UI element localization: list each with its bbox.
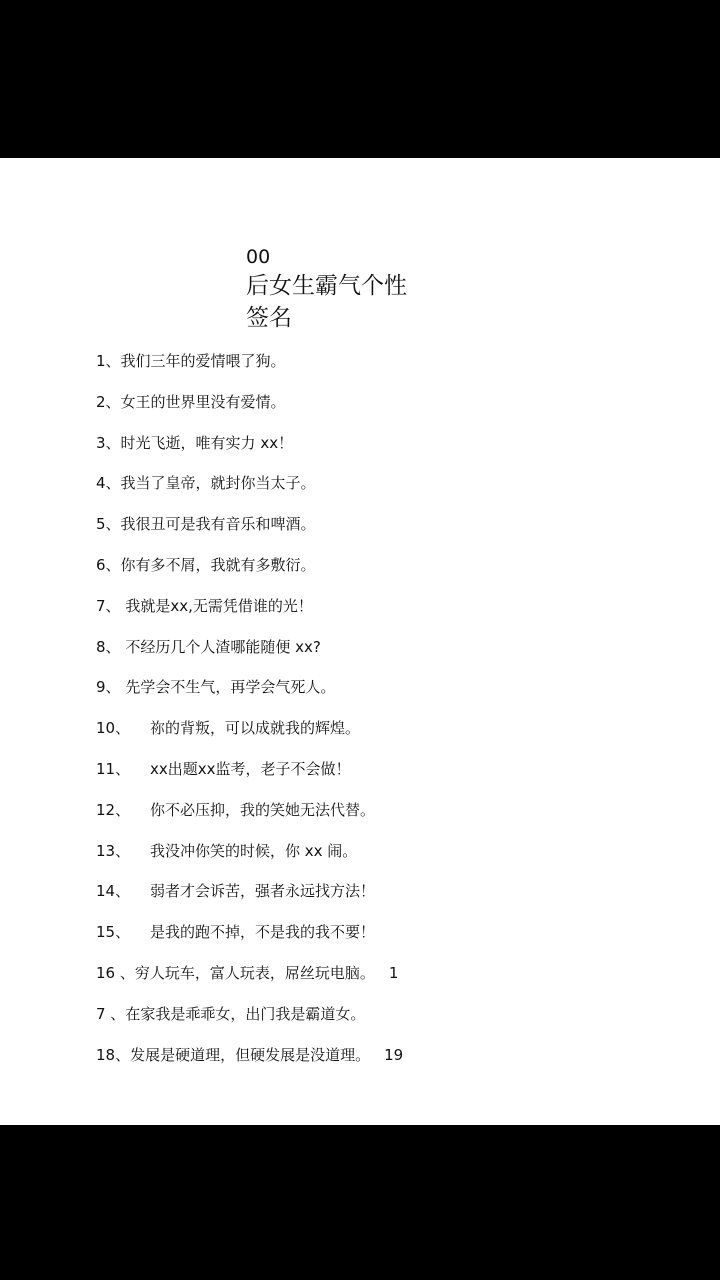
item-number: 1、 (96, 352, 121, 370)
item-number: 12、 (96, 800, 131, 819)
item-text: 时光飞逝，唯有实力 xx！ (120, 433, 294, 452)
item-number: 13、 (96, 841, 131, 860)
list-item (96, 674, 403, 715)
item-number: 7 、 (96, 1004, 126, 1023)
item-trailing-number: 19 (384, 1045, 404, 1064)
item-number: 6、 (96, 555, 121, 574)
item-text: 是我的跑不掉，不是我的我不要！ (150, 923, 376, 942)
item-number: 4、 (96, 474, 121, 493)
item-text: 弱者才会诉苦，强者永远找方法！ (150, 882, 376, 901)
item-text: 女王的世界里没有爱情。 (120, 392, 286, 411)
item-number: 2、 (96, 392, 121, 411)
item-text: 我没冲你笑的时候，你 xx 闹。 (150, 841, 358, 860)
list-item (96, 1042, 403, 1083)
item-number: 7、 (96, 596, 121, 615)
item-number: 3、 (96, 433, 121, 452)
item-number: 5、 (96, 515, 121, 534)
item-number: 10、 (96, 719, 131, 738)
item-text: 我很丑可是我有音乐和啤酒。 (120, 515, 316, 534)
list-item (96, 960, 403, 1001)
title-line-1: 00 (246, 246, 271, 268)
item-text: 你不必压抑，我的笑她无法代替。 (150, 800, 376, 819)
item-number: 8、 (96, 637, 121, 656)
item-number: 14、 (96, 882, 131, 901)
list-item (96, 797, 403, 838)
item-number: 18、 (96, 1045, 131, 1064)
item-trailing-number: 1 (388, 963, 399, 982)
list-item (96, 838, 403, 879)
item-number: 16 、 (96, 963, 135, 982)
item-text: 发展是硬道理，但硬发展是没道理。 (130, 1045, 371, 1064)
item-text: xx出题xx监考，老子不会做！ (150, 759, 351, 778)
title-line-3: 签名 (246, 305, 292, 331)
item-number: 15、 (96, 923, 131, 942)
list-item (96, 756, 403, 797)
item-text: 你有多不屑，我就有多敷衍。 (120, 555, 316, 574)
list-item (96, 878, 403, 919)
item-text: 我当了皇帝，就封你当太子。 (120, 474, 316, 493)
document-page (0, 158, 720, 1125)
item-text: 我们三年的爱情喂了狗。 (120, 352, 286, 370)
list-item (96, 593, 403, 634)
item-number: 9、 (96, 678, 121, 697)
signature-list (96, 348, 403, 1082)
list-item (96, 634, 403, 675)
list-item (96, 552, 403, 593)
item-number: 11、 (96, 759, 131, 778)
document-title (246, 246, 407, 334)
list-item (96, 919, 403, 960)
list-item (96, 389, 403, 430)
list-item (96, 511, 403, 552)
item-text: 祢的背叛，可以成就我的辉煌。 (150, 719, 361, 738)
item-text: 穷人玩车，富人玩表，屌丝玩电脑。 (134, 963, 375, 982)
list-item (96, 430, 403, 471)
list-item (96, 715, 403, 756)
title-line-2: 后女生霸气个性 (246, 273, 407, 299)
item-text: 在家我是乖乖女，出门我是霸道女。 (125, 1004, 366, 1023)
list-item (96, 470, 403, 511)
list-item (96, 1001, 403, 1042)
item-text: 我就是xx,无需凭借谁的光！ (120, 596, 313, 615)
item-text: 先学会不生气，再学会气死人。 (120, 678, 336, 697)
item-text: 不经历几个人渣哪能随便 xx? (120, 637, 321, 656)
list-item (96, 348, 403, 389)
